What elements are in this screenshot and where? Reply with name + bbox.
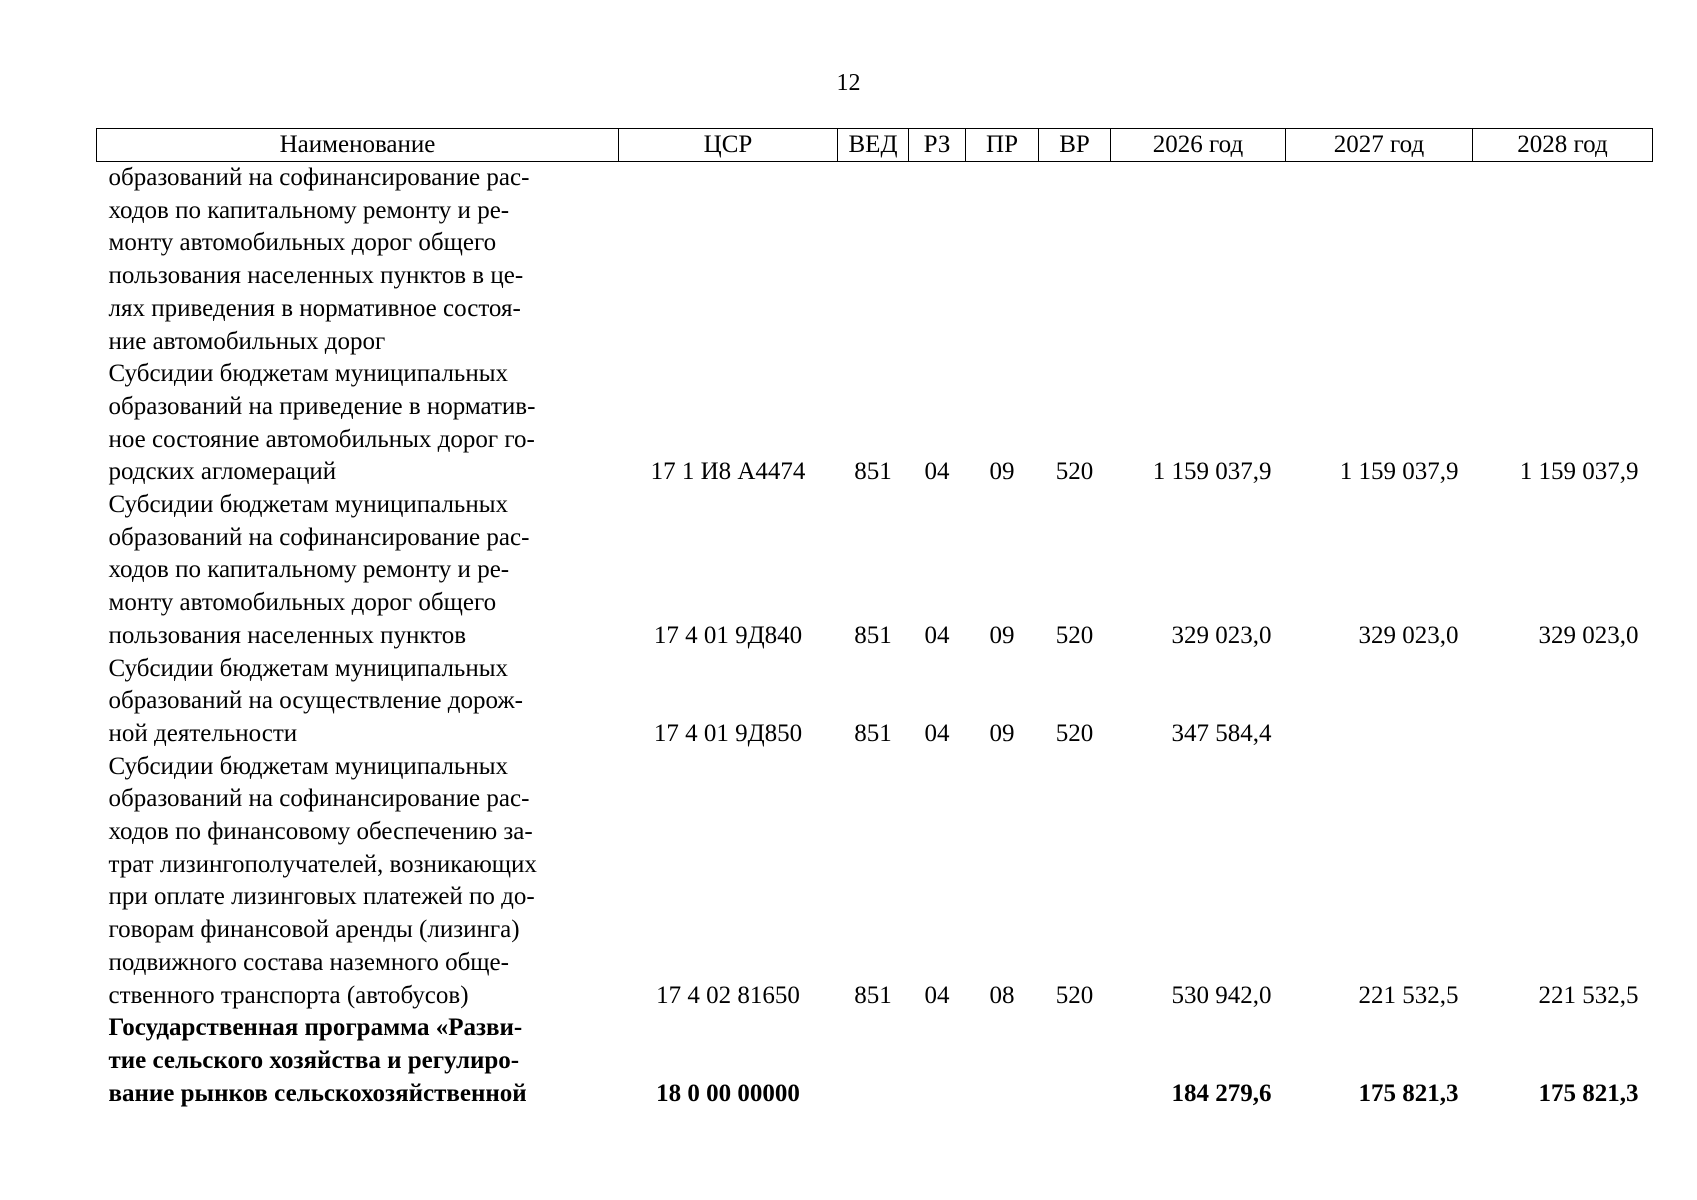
cell-2028: 1 159 037,9 xyxy=(1519,458,1639,486)
cell-csr: 17 4 02 81650 xyxy=(656,981,800,1009)
table-body xyxy=(97,162,1653,1111)
cell-ved xyxy=(838,162,909,359)
column-header-ved: ВЕД xyxy=(838,129,909,162)
column-header-vr: ВР xyxy=(1039,129,1111,162)
name-line: говорам финансовой аренды (лизинга) xyxy=(108,916,520,944)
cell-2028: 175 821,3 xyxy=(1538,1079,1639,1107)
cell-pr: 08 xyxy=(989,981,1015,1009)
cell-rz xyxy=(909,1012,966,1110)
cell-pr: 09 xyxy=(989,621,1015,649)
name-line: ной деятельности xyxy=(108,719,298,747)
table-row xyxy=(97,489,1653,653)
name-line: вание рынков сельскохозяйственной xyxy=(108,1079,527,1107)
column-header-rz: РЗ xyxy=(909,129,966,162)
table-row xyxy=(97,751,1653,1013)
name-line: пользования населенных пунктов в це- xyxy=(108,262,524,290)
cell-2026: 329 023,0 xyxy=(1171,621,1272,649)
name-line: Государственная программа «Разви- xyxy=(108,1014,523,1042)
column-header-2027: 2027 год xyxy=(1286,129,1473,162)
name-line: образований на приведение в норматив- xyxy=(108,392,536,420)
column-header-csr: ЦСР xyxy=(619,129,838,162)
cell-2026 xyxy=(1111,162,1286,359)
cell-2027: 175 821,3 xyxy=(1358,1079,1459,1107)
page-number: 12 xyxy=(836,70,861,96)
cell-2026: 347 584,4 xyxy=(1171,719,1272,747)
column-header-name: Наименование xyxy=(97,129,619,162)
cell-2028: 221 532,5 xyxy=(1538,981,1639,1009)
cell-2027: 1 159 037,9 xyxy=(1339,458,1459,486)
cell-name xyxy=(97,358,619,489)
cell-2027 xyxy=(1286,653,1473,751)
cell-2028 xyxy=(1473,653,1653,751)
budget-table xyxy=(96,128,1653,1110)
name-line: Субсидии бюджетам муниципальных xyxy=(108,654,509,682)
name-line: монту автомобильных дорог общего xyxy=(108,589,497,617)
name-line: образований на софинансирование рас- xyxy=(108,164,530,191)
name-line: Субсидии бюджетам муниципальных xyxy=(108,491,509,519)
name-line: пользования населенных пунктов xyxy=(108,621,467,649)
column-header-2028: 2028 год xyxy=(1473,129,1653,162)
cell-pr: 09 xyxy=(989,458,1015,486)
cell-ved xyxy=(838,1012,909,1110)
cell-csr: 17 4 01 9Д850 xyxy=(653,719,803,747)
table-row xyxy=(97,653,1653,751)
name-line: ходов по капитальному ремонту и ре- xyxy=(108,196,510,224)
name-line: ственного транспорта (автобусов) xyxy=(108,981,469,1009)
cell-rz: 04 xyxy=(924,981,950,1009)
column-header-2026: 2026 год xyxy=(1111,129,1286,162)
cell-name xyxy=(97,1012,619,1110)
cell-name xyxy=(97,751,619,1013)
cell-vr xyxy=(1039,1012,1111,1110)
name-line: Субсидии бюджетам муниципальных xyxy=(108,752,509,780)
cell-name xyxy=(97,489,619,653)
name-line: трат лизингополучателей, возникающих xyxy=(108,850,537,878)
cell-csr: 18 0 00 00000 xyxy=(656,1079,800,1107)
name-line: Субсидии бюджетам муниципальных xyxy=(108,360,509,388)
cell-csr: 17 1 И8 А4474 xyxy=(650,458,806,486)
cell-ved: 851 xyxy=(854,621,892,649)
cell-vr: 520 xyxy=(1055,719,1094,747)
name-line: образований на софинансирование рас- xyxy=(108,785,530,813)
cell-vr: 520 xyxy=(1055,458,1094,486)
name-line: ходов по капитальному ремонту и ре- xyxy=(108,556,510,584)
table-row xyxy=(97,358,1653,489)
cell-2028: 329 023,0 xyxy=(1538,621,1639,649)
cell-2027: 221 532,5 xyxy=(1358,981,1459,1009)
table-header-row xyxy=(97,129,1653,162)
cell-2026: 530 942,0 xyxy=(1171,981,1272,1009)
name-line: лях приведения в нормативное состоя- xyxy=(108,294,521,322)
cell-2028 xyxy=(1473,162,1653,359)
cell-rz: 04 xyxy=(924,458,950,486)
column-header-pr: ПР xyxy=(966,129,1039,162)
cell-rz: 04 xyxy=(924,719,950,747)
cell-rz xyxy=(909,162,966,359)
cell-ved: 851 xyxy=(854,458,892,486)
cell-rz: 04 xyxy=(924,621,950,649)
cell-name xyxy=(97,162,619,359)
name-line: ние автомобильных дорог xyxy=(108,327,386,355)
cell-ved: 851 xyxy=(854,981,892,1009)
cell-vr xyxy=(1039,162,1111,359)
cell-ved: 851 xyxy=(854,719,892,747)
cell-2026: 184 279,6 xyxy=(1171,1079,1272,1107)
cell-csr xyxy=(619,162,838,359)
cell-2026: 1 159 037,9 xyxy=(1152,458,1272,486)
cell-pr xyxy=(966,162,1039,359)
name-line: образований на софинансирование рас- xyxy=(108,523,530,551)
cell-pr xyxy=(966,1012,1039,1110)
table-row xyxy=(97,1012,1653,1110)
name-line: монту автомобильных дорог общего xyxy=(108,229,497,257)
cell-csr: 17 4 01 9Д840 xyxy=(653,621,803,649)
cell-pr: 09 xyxy=(989,719,1015,747)
cell-name xyxy=(97,653,619,751)
name-line: тие сельского хозяйства и регулиро- xyxy=(108,1046,520,1074)
name-line: при оплате лизинговых платежей по до- xyxy=(108,883,535,911)
name-line: ное состояние автомобильных дорог го- xyxy=(108,425,535,453)
name-line: подвижного состава наземного обще- xyxy=(108,948,509,976)
name-line: родских агломераций xyxy=(108,458,337,486)
cell-2027 xyxy=(1286,162,1473,359)
table-row xyxy=(97,162,1653,359)
cell-vr: 520 xyxy=(1055,621,1094,649)
cell-2027: 329 023,0 xyxy=(1358,621,1459,649)
name-line: ходов по финансовому обеспечению за- xyxy=(108,818,533,846)
name-line: образований на осуществление дорож- xyxy=(108,687,523,715)
cell-vr: 520 xyxy=(1055,981,1094,1009)
